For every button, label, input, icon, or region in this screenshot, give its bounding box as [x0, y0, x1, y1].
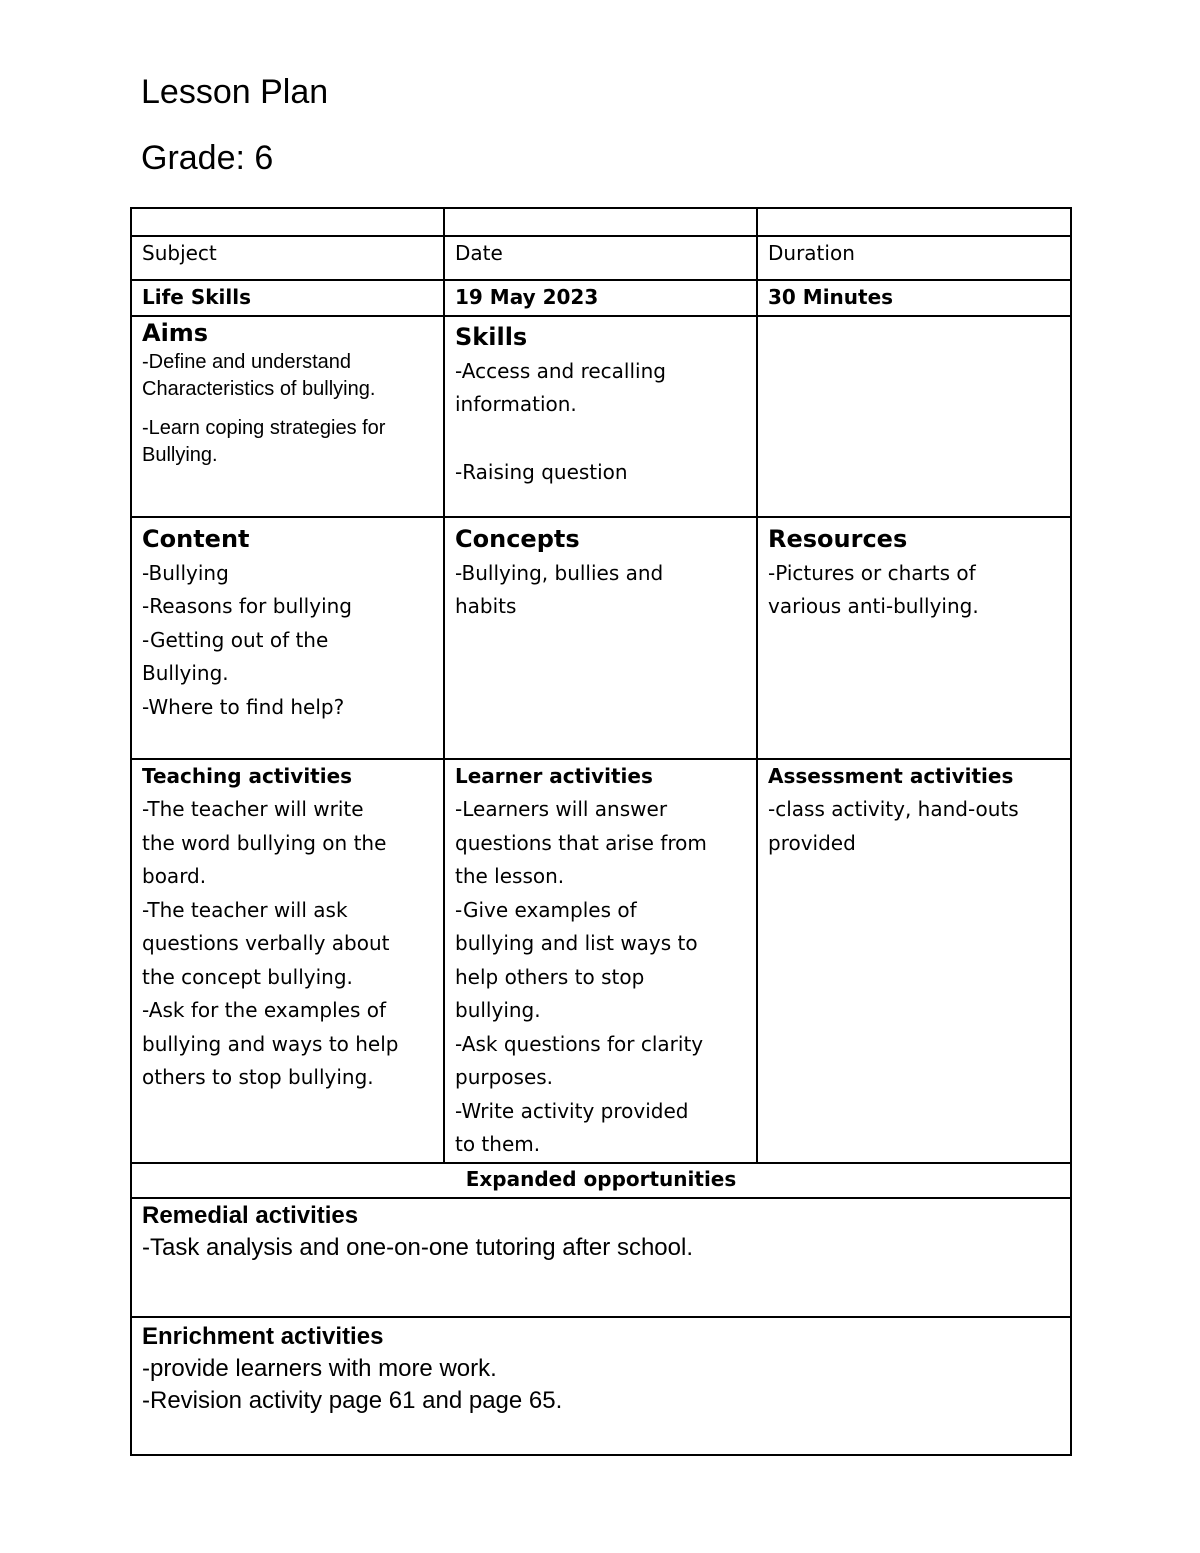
- remedial-heading: Remedial activities: [142, 1201, 359, 1229]
- learner-heading: Learner activities: [455, 763, 653, 788]
- aims-item: -Define and understand: [142, 350, 352, 373]
- assessment-heading: Assessment activities: [768, 763, 1014, 788]
- assessment-item: -class activity, hand-outs: [768, 797, 1019, 821]
- teaching-item: the word bullying on the: [142, 830, 387, 855]
- duration-header: Duration: [757, 236, 1071, 280]
- learner-item: purposes.: [455, 1065, 554, 1089]
- empty-row: [131, 208, 1071, 236]
- teaching-item: questions verbally about: [142, 931, 390, 955]
- learner-item: the lesson.: [455, 864, 565, 888]
- content-item: -Getting out of the: [142, 627, 329, 652]
- learner-item: help others to stop: [455, 964, 645, 989]
- content-row: [131, 517, 1071, 759]
- column-header-row: [131, 236, 1071, 280]
- skills-cell: [444, 316, 757, 517]
- date-header: Date: [444, 236, 757, 280]
- learner-item: -Give examples of: [455, 897, 637, 922]
- page-title: Lesson Plan: [141, 73, 329, 111]
- enrichment-item: -provide learners with more work.: [142, 1354, 497, 1382]
- enrichment-item: -Revision activity page 61 and page 65.: [142, 1386, 563, 1414]
- expanded-row: [131, 1163, 1071, 1198]
- subject-header: Subject: [131, 236, 444, 280]
- table-cell: [444, 208, 757, 236]
- learner-item: -Write activity provided: [455, 1098, 689, 1123]
- remedial-item: -Task analysis and one-on-one tutoring after school.: [142, 1233, 693, 1261]
- enrichment-row: [131, 1317, 1071, 1455]
- subject-value: Life Skills: [131, 280, 444, 316]
- aims-heading: Aims: [142, 318, 209, 347]
- assessment-item: provided: [768, 830, 856, 855]
- teaching-item: -Ask for the examples of: [142, 998, 386, 1022]
- learner-item: -Learners will answer: [455, 797, 668, 821]
- content-heading: Content: [142, 524, 250, 553]
- teaching-heading: Teaching activities: [142, 763, 353, 788]
- concepts-heading: Concepts: [455, 524, 580, 553]
- learner-item: -Ask questions for clarity: [455, 1031, 704, 1056]
- learner-item: to them.: [455, 1132, 541, 1156]
- teaching-item: -The teacher will ask: [142, 897, 348, 922]
- grade-label: Grade: 6: [141, 139, 274, 177]
- resources-cell: [757, 517, 1071, 759]
- learner-item: bullying and list ways to: [455, 931, 698, 955]
- aims-item: Characteristics of bullying.: [142, 377, 376, 400]
- lesson-plan-table: [130, 207, 1072, 1456]
- skills-item: -Raising question: [455, 459, 628, 484]
- learner-cell: [444, 759, 757, 1163]
- skills-heading: Skills: [455, 322, 528, 351]
- aims-item: Bullying.: [142, 443, 218, 466]
- content-item: Bullying.: [142, 661, 229, 685]
- teaching-item: the concept bullying.: [142, 964, 353, 989]
- concepts-cell: [444, 517, 757, 759]
- resources-item: various anti-bullying.: [768, 594, 979, 618]
- teaching-item: board.: [142, 864, 207, 888]
- teaching-item: -The teacher will write: [142, 797, 364, 821]
- values-row: [131, 280, 1071, 316]
- enrichment-heading: Enrichment activities: [142, 1322, 384, 1350]
- aims-item: -Learn coping strategies for: [142, 416, 386, 439]
- assessment-cell: [757, 759, 1071, 1163]
- skills-item: information.: [455, 392, 577, 416]
- duration-value: 30 Minutes: [757, 280, 1071, 316]
- table-cell: [131, 208, 444, 236]
- concepts-item: -Bullying, bullies and: [455, 560, 664, 585]
- empty-cell: [757, 316, 1071, 517]
- content-item: -Bullying: [142, 560, 229, 585]
- resources-item: -Pictures or charts of: [768, 560, 976, 585]
- skills-item: -Access and recalling: [455, 358, 666, 383]
- learner-item: questions that arise from: [455, 830, 707, 855]
- remedial-cell: [131, 1198, 1071, 1317]
- resources-heading: Resources: [768, 524, 908, 553]
- concepts-item: habits: [455, 594, 517, 618]
- teaching-item: others to stop bullying.: [142, 1065, 374, 1089]
- aims-skills-row: [131, 316, 1071, 517]
- content-cell: [131, 517, 444, 759]
- enrichment-cell: [131, 1317, 1071, 1455]
- learner-item: bullying.: [455, 998, 541, 1022]
- teaching-cell: [131, 759, 444, 1163]
- content-item: -Reasons for bullying: [142, 594, 352, 618]
- remedial-row: [131, 1198, 1071, 1317]
- teaching-item: bullying and ways to help: [142, 1031, 399, 1056]
- content-item: -Where to find help?: [142, 694, 345, 719]
- expanded-heading: Expanded opportunities: [131, 1163, 1071, 1198]
- aims-cell: [131, 316, 444, 517]
- table-cell: [757, 208, 1071, 236]
- date-value: 19 May 2023: [444, 280, 757, 316]
- activities-row: [131, 759, 1071, 1163]
